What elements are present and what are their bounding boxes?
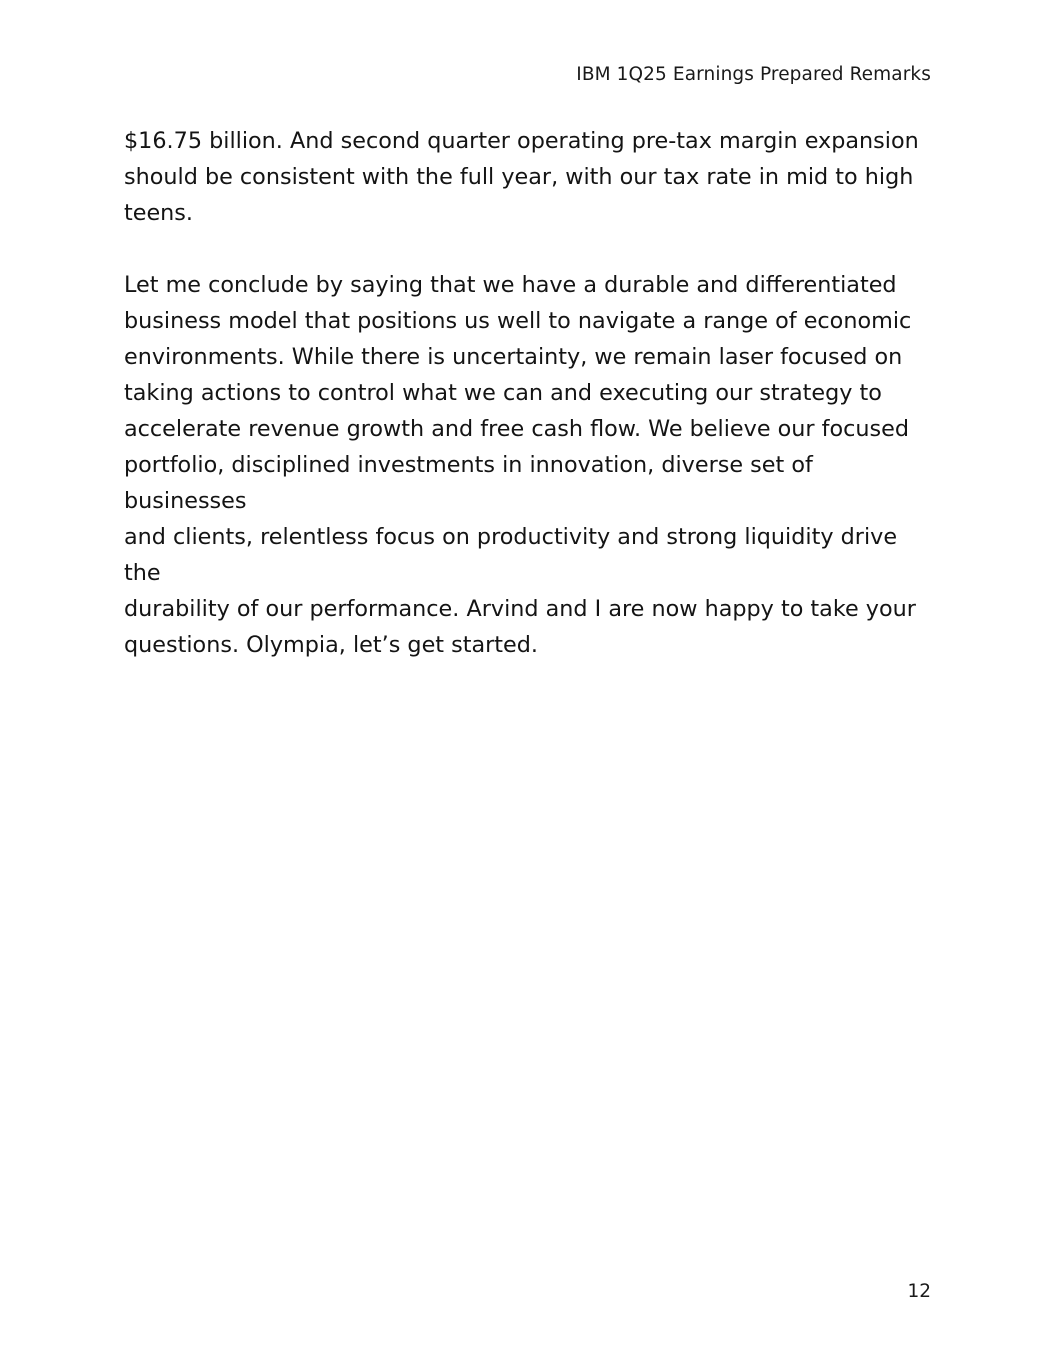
- paragraph-guidance: $16.75 billion. And second quarter operating pre-tax margin expansion should be consistent with the full year, with our tax rate in mid to high teens.: [124, 128, 919, 226]
- page-number: 12: [907, 1281, 931, 1302]
- running-header: IBM 1Q25 Earnings Prepared Remarks: [576, 64, 931, 85]
- body-text: [124, 123, 930, 699]
- paragraph-conclusion: Let me conclude by saying that we have a durable and differentiated business model that positions us well to navigate a range of economic environments. While there is uncertainty, we remain laser focused on taking actions to control what we can and executing our strategy to accelerate revenue growth and free cash flow. We believe our focused portfolio, disciplined investments in innovation, diverse set of businesses and clients, relentless focus on productivity and strong liquidity drive the durability of our performance. Arvind and I are now happy to take your questions. Olympia, let’s get started.: [124, 272, 916, 658]
